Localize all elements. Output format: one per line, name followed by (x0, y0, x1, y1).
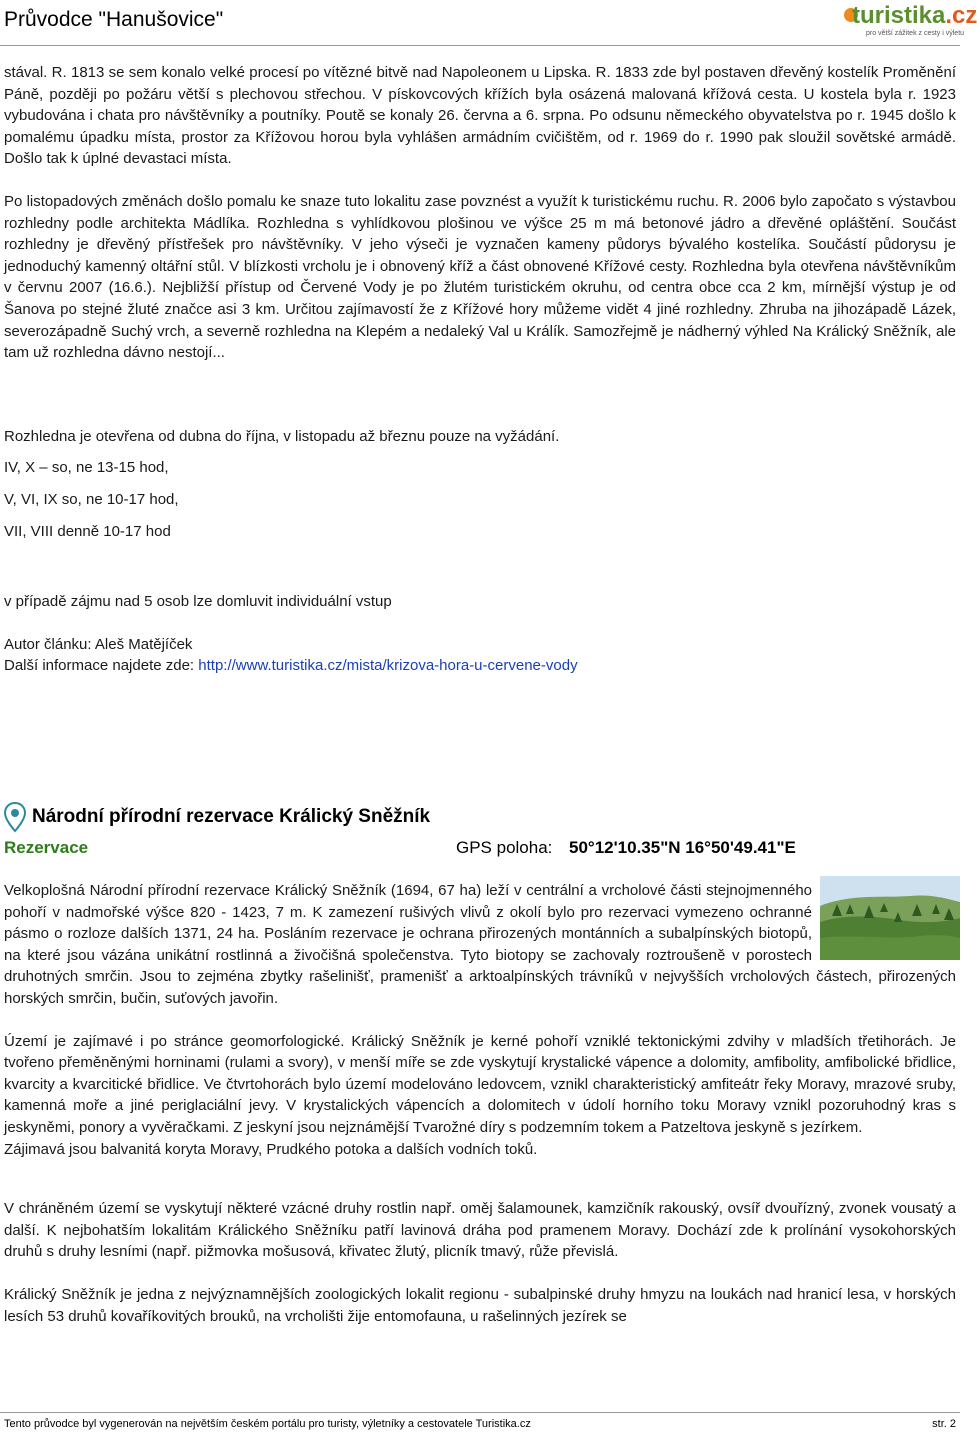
article-paragraph: Velkoplošná Národní přírodní rezervace Králický Sněžník (1694, 67 ha) leží v centrální a vrcholové části stejnojmenného pohoří v nadmořské výšce 820 - 1423, 7 m. K zamezení rušivých vlivů z okolí bylo pro rezervaci vymezeno ochranné pásmo o rozloze dalších 1371, 24 ha. Posláním rezervace je ochrana přirozených montánních a subalpínských biotopů, na které jsou vázána unikátní rostlinná a živočišná společenstva. Tyto biotopy se zachovaly roztroušeně v porostech druhotných smrčin. Jsou to zejména zbytky rašelinišť, pramenišť a arktoalpínských trávníků v nejvyšších vrcholových částech, přirozených horských smrčin, bučin, suťových javořin. (4, 882, 956, 1007)
article-paragraph: Zájimavá jsou balvanitá koryta Moravy, Prudkého potoka a dalších vodních toků. (4, 1140, 538, 1158)
section-header (4, 802, 956, 832)
article-paragraph: Území je zajímavé i po stránce geomorfologické. Králický Sněžník je kerné pohoří vzniklé tektonickými zdvihy v mladších třetihorách. Je tvořeno přeměněnými horninami (rulami a svory), v menší míře se zde vyskytují krystalické vápence a dolomity, amfibolity, amfibolické břidlice, kvarcity a kvarcitické břidlice. Ve čtvrtohorách bylo území modelováno ledovcem, vznikl charakteristický amfiteátr řeky Moravy, mrazové sruby, kamenná moře a jiné periglaciální jevy. V krystalických vápencích a dolomitech v údolí horního toku Moravy vznikl pozoruhodný kras s jeskyněmi, ponory a vyvěračkami. Z jeskyní jsou nejznámější Tvarožné díry s podzemním tokem a Patzeltova jeskyně s jezírkem. (4, 1032, 956, 1136)
logo-wordmark: turistika.cz (852, 2, 977, 29)
logo-tagline: pro větší zážitek z cesty i výletu (866, 30, 965, 37)
group-note: v případě zájmu nad 5 osob lze domluvit individuální vstup (4, 592, 392, 610)
article-body (4, 880, 956, 1327)
article-paragraph: Králický Sněžník je jedna z nejvýznamnějších zoologických lokalit regionu - subalpinské druhy hmyzu na loukách nad hranicí lesa, v horských lesích 53 druhů kovaříkovitých brouků, na vrcholišti žije entomofauna, u rašelinných jezírek se (4, 1285, 956, 1325)
page-number: str. 2 (932, 1418, 956, 1430)
more-info-link[interactable]: http://www.turistika.cz/mista/krizova-hora-u-cervene-vody (198, 657, 578, 675)
turistika-logo[interactable] (844, 2, 977, 42)
landscape-photo (820, 876, 960, 960)
hours-line: V, VI, IX so, ne 10-17 hod, (4, 491, 179, 509)
header-divider (0, 45, 960, 46)
more-info-label: Další informace najdete zde: (4, 657, 195, 675)
opening-hours-note: Rozhledna je otevřena od dubna do října, v listopadu až březnu pouze na vyžádání. (4, 427, 560, 445)
section-title: Národní přírodní rezervace Králický Sněžník (32, 806, 431, 827)
map-pin-icon (4, 802, 26, 832)
article-paragraph: V chráněném území se vyskytují některé vzácné druhy rostlin např. oměj šalamounek, kamzičník rakouský, ovsíř dvouřízný, zvonek vousatý a další. K nejbohatším lokalitám Králického Sněžníku patří lavinová dráha pod pramenem Moravy. Dochází zde k prolínání vysokohorských druhů s druhy lesními (např. pižmovka mošusová, křivatec žlutý, plicník tmavý, růže převislá. (4, 1200, 956, 1261)
article-body (4, 62, 956, 677)
place-meta (4, 838, 956, 862)
hours-line: IV, X – so, ne 13-15 hod, (4, 459, 169, 477)
page-header (0, 0, 977, 44)
gps-label: GPS poloha: (456, 838, 553, 857)
category-label: Rezervace (4, 838, 89, 857)
document-title: Průvodce "Hanušovice" (4, 8, 224, 31)
footer-text: Tento průvodce byl vygenerován na největším českém portálu pro turisty, výletníky a cestovatele Turistika.cz (4, 1418, 531, 1430)
hours-line: VII, VIII denně 10-17 hod (4, 522, 171, 540)
article-paragraph: Po listopadových změnách došlo pomalu ke snaze tuto lokalitu zase povznést a využít k turistickému ruchu. R. 2006 bylo započato s výstavbou rozhledny podle architekta Mádlíka. Rozhledna s vyhlídkovou plošinou ve výšce 25 m má betonové jádro a dřevěné opláštění. Součást rozhledny je dřevěný přístřešek pro návštěvníky. V jeho výseči je vyznačen kameny půdorys bývalého kostelíka. Součástí půdorysu je jednoduchý kamenný oltářní stůl. V blízkosti vrcholu je i obnovený kříž a část obnovené Křížové cesty. Rozhledna byla otevřena návštěvníkům v červnu 2007 (16.6.). Nejbližší přístup od Červené Vody je po žlutém turistickém okruhu, od centra obce cca 2 km, mírnější výstup je od Šanova po stejné žluté značce asi 3 km. Určitou zajímavostí že z Křížové hory můžeme vidět 4 jiné rozhledny. Zhruba na jihozápadě Lázek, severozápadně Suchý vrch, a severně rozhledna na Klepém a nedaleký Val u Králík. Samozřejmě je nádherný výhled Na Králický Sněžník, ale tam už rozhledna dávno nestojí... (4, 192, 956, 362)
gps-coordinates: 50°12'10.35"N 16°50'49.41"E (569, 838, 796, 857)
article-paragraph: stával. R. 1813 se sem konalo velké procesí po vítězné bitvě nad Napoleonem u Lipska. R. 1833 zde byl postaven dřevěný kostelík Proměnění Páně, později po požáru větší s plechovou střechou. V pískovcových křížích byla osázená malovaná křížová cesta. U kostela byla r. 1923 vybudována i chata pro návštěvníky a poutníky. Poutě se konaly 26. června a 6. srpna. Po odsunu německého obyvatelstva po r. 1945 došlo k pomalému úpadku místa, prostor za Křížovou horou byla vyhlášen armádním cvičištěm, od r. 1969 do r. 1990 pak sloužil sovětské armádě. Došlo tak k úplné devastaci místa. (4, 64, 956, 168)
author-line: Autor článku: Aleš Matějíček (4, 635, 193, 653)
page-footer (0, 1413, 960, 1435)
more-info-line (4, 655, 956, 677)
